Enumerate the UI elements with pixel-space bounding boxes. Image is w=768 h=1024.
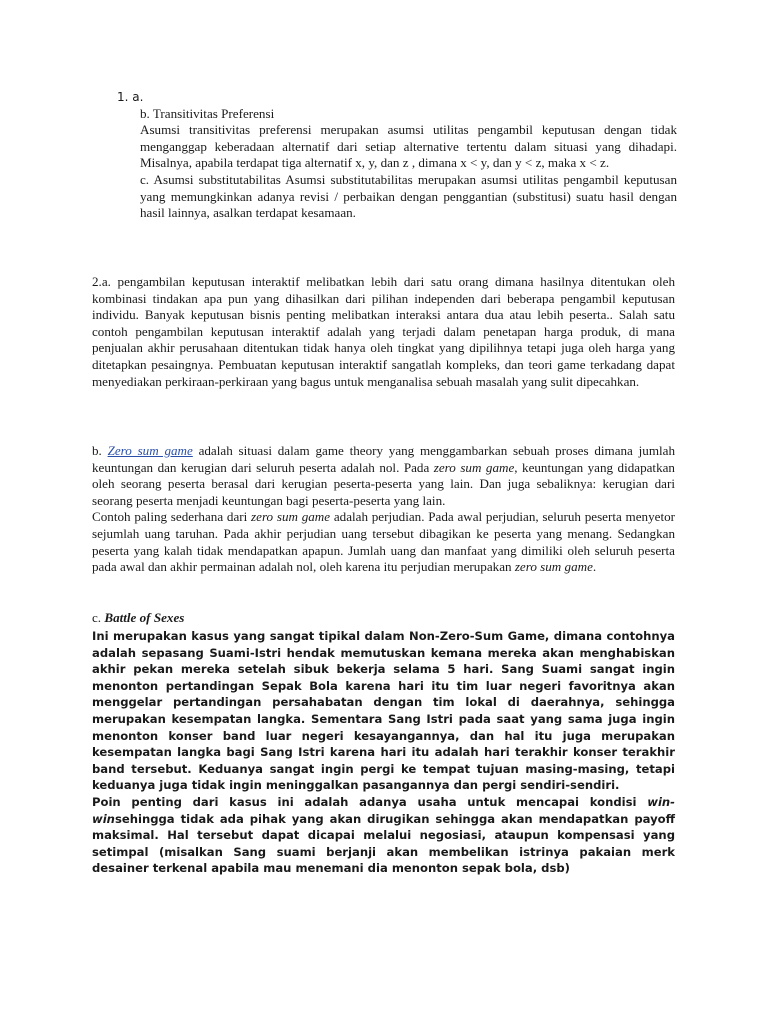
poin-text-2: sehingga tidak ada pihak yang akan dirugikan sehingga akan mendapatkan payoff maksimal. Hal tersebut dapat dicapai melalui negosiasi, ataupun kompensasi yang setimpal (misalkan Sang suami berjanji akan membelikan istrinya pakaian merk desainer terkenal apabila mau menemani dia menonton sepak bola, dsb) [92, 811, 675, 876]
section-b-paragraph: Asumsi transitivitas preferensi merupakan asumsi utilitas pengambil keputusan dengan tidak menganggap keberadaan alternatif dari setiap alternative tertentu dalam situasi yang dihadapi. Misalnya, apabila terdapat tiga alternatif x, y, dan z , dimana x < y, dan y < z, maka x < z. [140, 122, 677, 171]
zero-sum-example-paragraph [92, 509, 675, 575]
section-b-prefix: b. [92, 443, 108, 458]
battle-of-sexes-paragraph-1: Ini merupakan kasus yang sangat tipikal dalam Non-Zero-Sum Game, dimana contohnya adalah sepasang Suami-Istri hendak memutuskan kemana mereka akan menghabiskan akhir pekan mereka setelah sibuk bekerja selama 5 hari. Sang Suami sangat ingin menonton pertandingan Sepak Bola karena hari itu tim luar negeri favoritnya akan menggelar pertandingan persahabatan dengan tim lokal di daerahnya, sehingga merupakan kesempatan langka. Sementara Sang Istri pada saat yang sama juga ingin menonton konser band luar negeri kesayangannya, dan hal itu juga merupakan kesempatan langka bagi Sang Istri karena hari itu adalah hari terakhir konser terakhir band tersebut. Keduanya sangat ingin pergi ke tempat tujuan masing-masing, tetapi keduanya juga tidak ingin meninggalkan pasangannya dan pergi sendiri-sendiri. [92, 629, 675, 793]
example-text-3: . [592, 559, 597, 575]
battle-of-sexes-title: Battle of Sexes [104, 610, 185, 625]
section-b-title: b. Transitivitas Preferensi [140, 105, 275, 121]
question-2a-paragraph: 2.a. pengambilan keputusan interaktif melibatkan lebih dari satu orang dimana hasilnya ditentukan oleh kombinasi tindakan apa pun yang dihasilkan dari pilihan independen dari beberapa pengambil keputusan individu. Banyak keputusan bisnis penting melibatkan interaksi antara dua atau lebih peserta.. Salah satu contoh pengambilan keputusan interaktif adalah yang terjadi dalam penetapan harga produk, di mana penjualan akhir perusahaan ditentukan tidak hanya oleh tingkat yang dipilihnya tetapi juga oleh harga yang ditetapkan pesaingnya. Pembuatan keputusan interaktif sangatlah kompleks, dan teori game terkadang dapat menyediakan perkiraan-perkiraan yang bagus untuk menganalisa sebuah masalah yang sulit dipecahkan. [92, 274, 675, 389]
example-text-1: Contoh paling sederhana dari [92, 509, 252, 525]
zero-sum-text-1: adalah situasi dalam game theory yang menggambarkan sebuah proses dimana jumlah keuntungan dan kerugian dari seluruh peserta adalah nol. Pada [92, 443, 675, 475]
question-2c-heading [92, 610, 675, 627]
section-c-paragraph: c. Asumsi substitutabilitas Asumsi substitutabilitas merupakan asumsi utilitas pengambil keputusan yang memungkinkan adanya revisi / perbaikan dengan penggantian (substitusi) suatu hasil dengan hasil lainnya, asalkan terdapat kesamaan. [140, 171, 677, 221]
question-2b [92, 443, 675, 576]
zero-sum-italic-1: zero sum game [433, 459, 515, 475]
question-1-body [117, 106, 677, 222]
example-text-2: adalah perjudian. Pada awal perjudian, seluruh peserta menyetor sejumlah uang taruhan. Pada akhir perjudian uang tersebut dibagikan ke peserta yang menang. Sedangkan peserta yang kalah tidak mendapatkan apapun. Jumlah uang dan manfaat yang dimiliki oleh seluruh peserta pada awal dan akhir permainan adalah nol, oleh karena itu perjudian merupakan [92, 509, 675, 575]
section-c-prefix: c. [92, 610, 105, 625]
win-win-italic: win-win [92, 794, 675, 826]
example-italic-2: zero sum game [514, 559, 593, 575]
example-italic-1: zero sum game [251, 509, 331, 525]
question-2c-body [92, 628, 675, 877]
poin-text-1: Poin penting dari kasus ini adalah adanya usaha untuk mencapai kondisi [92, 794, 648, 809]
question-1 [117, 89, 677, 222]
zero-sum-text-2: , keuntungan yang didapatkan oleh seorang peserta berasal dari kerugian peserta-peserta yang lain. Dan juga sebaliknya: kerugian dari seorang peserta menjadi keuntungan bagi peserta-peserta yang lain. [92, 459, 675, 508]
zero-sum-definition-paragraph [92, 443, 675, 509]
battle-of-sexes-paragraph-2 [92, 794, 675, 877]
question-1-number: 1. a. [117, 90, 144, 104]
zero-sum-game-link[interactable]: Zero sum game [107, 443, 193, 458]
